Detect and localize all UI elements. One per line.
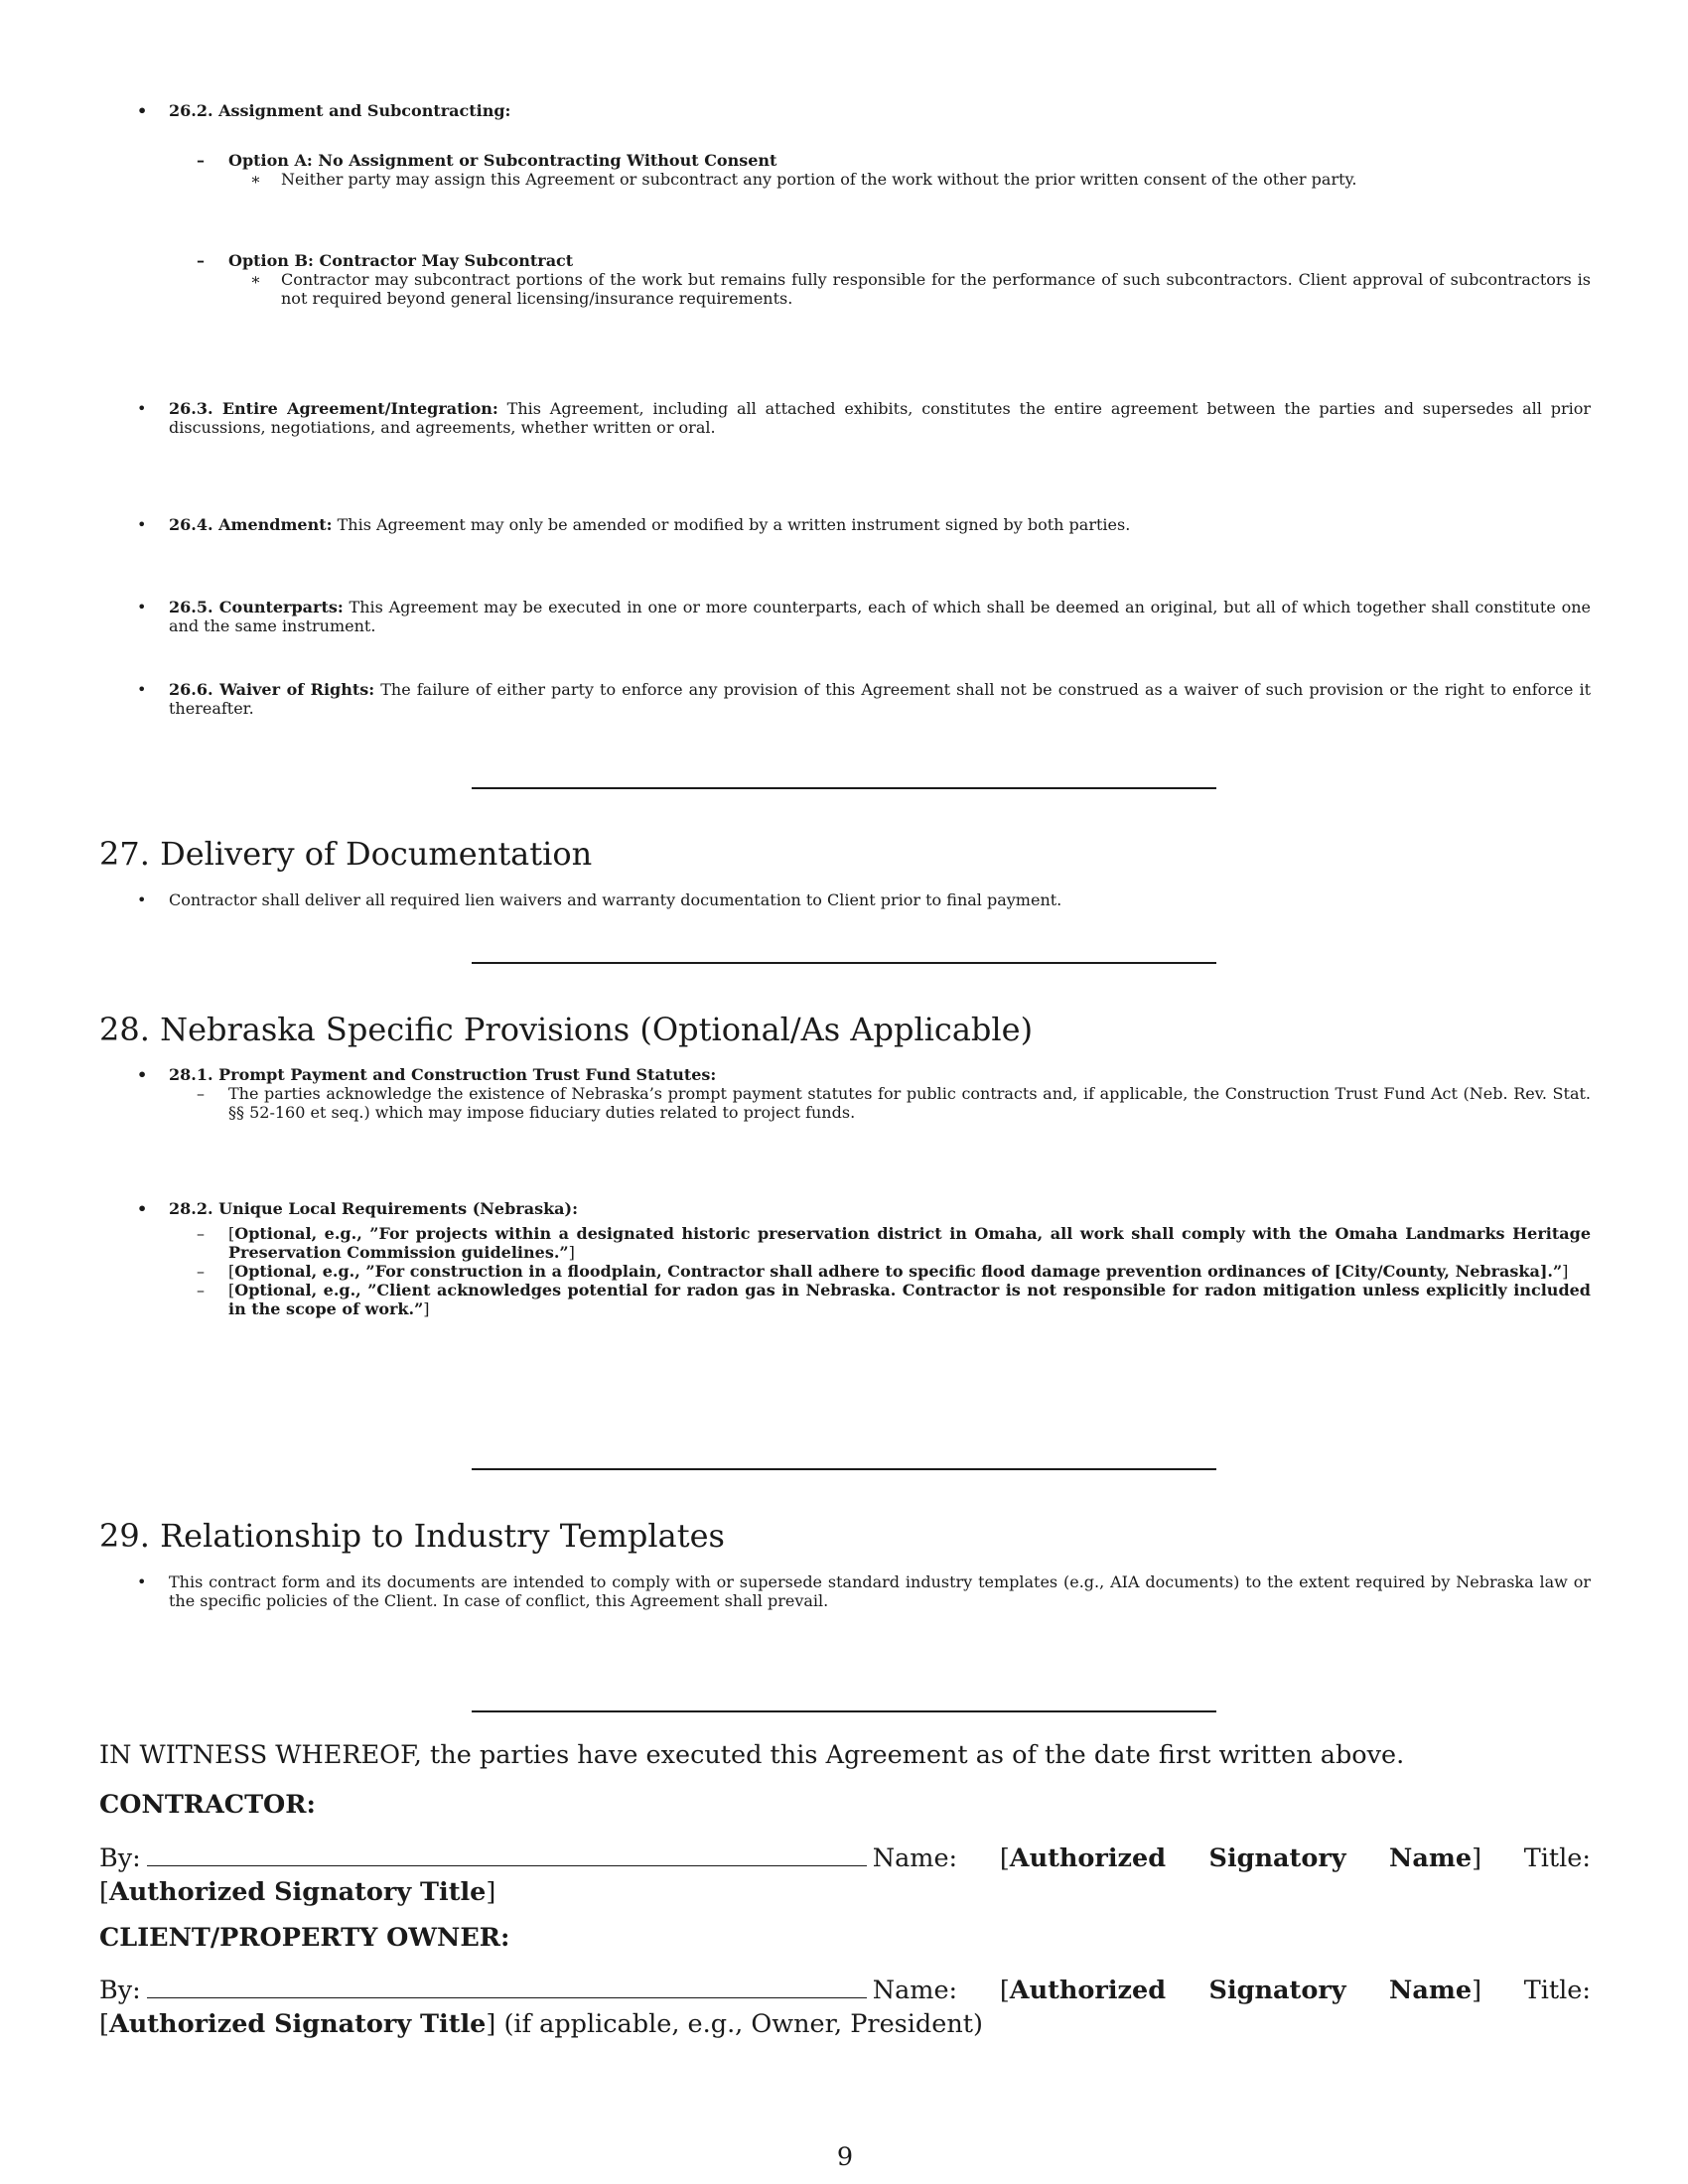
bullet-icon: •: [137, 515, 147, 534]
item-text: Contractor shall deliver all required lien waivers and warranty documentation to Client prior to final payment.: [169, 890, 1062, 909]
item-text: This Agreement may only be amended or modified by a written instrument signed by both parties.: [337, 515, 1131, 534]
client-signature-block: By: Name: [Authorized Signatory Name] Title: [Authorized Signatory Title] (if applicable, e.g., Owner, President): [99, 1972, 1591, 2041]
option-b: [99, 251, 1591, 308]
item-26-6: [99, 680, 1591, 718]
star-icon: ∗: [250, 270, 261, 289]
item-heading: 28.2. Unique Local Requirements (Nebraska):: [169, 1199, 579, 1218]
contractor-signature-line[interactable]: [147, 1840, 867, 1866]
item-text: This Agreement may be executed in one or more counterparts, each of which shall be deemed an original, but all of which together shall constitute one and the same instrument.: [169, 598, 1591, 635]
item-text: This Agreement, including all attached exhibits, constitutes the entire agreement between the parties and supersedes all prior discussions, negotiations, and agreements, whether written or oral.: [169, 399, 1591, 437]
section-divider: [472, 1710, 1216, 1712]
item-heading: 26.2. Assignment and Subcontracting:: [169, 101, 511, 120]
bullet-icon: •: [137, 1572, 147, 1591]
optional-item-3: – [Optional, e.g., ”Client acknowledges potential for radon gas in Nebraska. Contractor is not responsible for radon mitigation unless explicitly included in the scope of work.”]: [197, 1281, 1591, 1318]
contractor-title: Authorized Signatory Title: [108, 1877, 487, 1907]
page-number: 9: [836, 2142, 854, 2172]
item-26-4: [99, 515, 1591, 534]
item-28-1: [99, 1065, 1591, 1122]
star-icon: ∗: [250, 170, 261, 189]
option-title: Option A: No Assignment or Subcontracting Without Consent: [228, 151, 777, 170]
item-text: This contract form and its documents are intended to comply with or supersede standard industry templates (e.g., AIA documents) to the extent required by Nebraska law or the specific policies of the Client. In case of conflict, this Agreement shall prevail.: [169, 1572, 1591, 1610]
dash-icon: –: [197, 1084, 205, 1103]
item-heading: 26.5. Counterparts:: [169, 598, 344, 616]
section-divider: [472, 1468, 1216, 1470]
item-26-3: [99, 399, 1591, 437]
item-heading: 28.1. Prompt Payment and Construction Trust Fund Statutes:: [169, 1065, 717, 1084]
client-title: Authorized Signatory Title: [108, 2009, 487, 2039]
contractor-name: Authorized Signatory Name: [1009, 1843, 1473, 1873]
section-divider: [472, 787, 1216, 789]
item-26-5: [99, 598, 1591, 635]
dash-icon: –: [197, 251, 205, 270]
item-29: [99, 1572, 1591, 1610]
item-28-2: [99, 1199, 1591, 1318]
bullet-icon: •: [137, 1199, 148, 1218]
item-27: [99, 890, 1591, 909]
item-heading: 26.4. Amendment:: [169, 515, 333, 534]
client-name: Authorized Signatory Name: [1009, 1976, 1473, 2005]
item-heading: 26.6. Waiver of Rights:: [169, 680, 375, 699]
dash-icon: –: [197, 151, 205, 170]
witness-statement: IN WITNESS WHEREOF, the parties have executed this Agreement as of the date first written above.: [99, 1740, 1405, 1770]
bullet-icon: •: [137, 598, 147, 616]
optional-item-2: – [Optional, e.g., ”For construction in a floodplain, Contractor shall adhere to specific flood damage prevention ordinances of [City/County, Nebraska].”]: [197, 1262, 1569, 1281]
item-heading: 26.3. Entire Agreement/Integration:: [169, 399, 498, 418]
optional-item-1: – [Optional, e.g., ”For projects within a designated historic preservation district in Omaha, all work shall comply with the Omaha Landmarks Heritage Preservation Commission guidelines.”]: [197, 1224, 1591, 1262]
option-text: Neither party may assign this Agreement or subcontract any portion of the work without the prior written consent of the other party.: [281, 170, 1357, 189]
client-label: CLIENT/PROPERTY OWNER:: [99, 1923, 510, 1953]
client-signature-line[interactable]: [147, 1972, 867, 1998]
item-text: The failure of either party to enforce any provision of this Agreement shall not be construed as a waiver of such provision or the right to enforce it thereafter.: [169, 680, 1592, 718]
section-title-29: 29. Relationship to Industry Templates: [99, 1517, 725, 1555]
item-text: The parties acknowledge the existence of Nebraska’s prompt payment statutes for public contracts and, if applicable, the Construction Trust Fund Act (Neb. Rev. Stat. §§ 52-160 et seq.) which may impose fiduciary duties related to project funds.: [228, 1084, 1591, 1122]
bullet-icon: •: [137, 1065, 148, 1084]
bullet-icon: •: [137, 890, 147, 909]
client-title-note: (if applicable, e.g., Owner, President): [503, 2009, 983, 2039]
contractor-signature-block: By: Name: [Authorized Signatory Name] Title: [Authorized Signatory Title]: [99, 1840, 1591, 1909]
option-text: Contractor may subcontract portions of the work but remains fully responsible for the performance of such subcontractors. Client approval of subcontractors is not required beyond general licensing/insurance requirements.: [281, 270, 1591, 308]
bullet-icon: •: [137, 680, 147, 699]
contractor-label: CONTRACTOR:: [99, 1790, 316, 1820]
document-page: [99, 0, 1592, 2184]
section-title-28: 28. Nebraska Specific Provisions (Optional/As Applicable): [99, 1011, 1034, 1048]
bullet-icon: •: [137, 399, 147, 418]
section-title-27: 27. Delivery of Documentation: [99, 835, 593, 873]
option-title: Option B: Contractor May Subcontract: [228, 251, 574, 270]
section-divider: [472, 962, 1216, 964]
option-a: [99, 151, 1591, 189]
dash-icon: –: [197, 1281, 205, 1299]
bullet-icon: •: [137, 101, 148, 120]
item-26-2: [99, 101, 1591, 120]
dash-icon: –: [197, 1262, 205, 1281]
dash-icon: –: [197, 1224, 205, 1243]
